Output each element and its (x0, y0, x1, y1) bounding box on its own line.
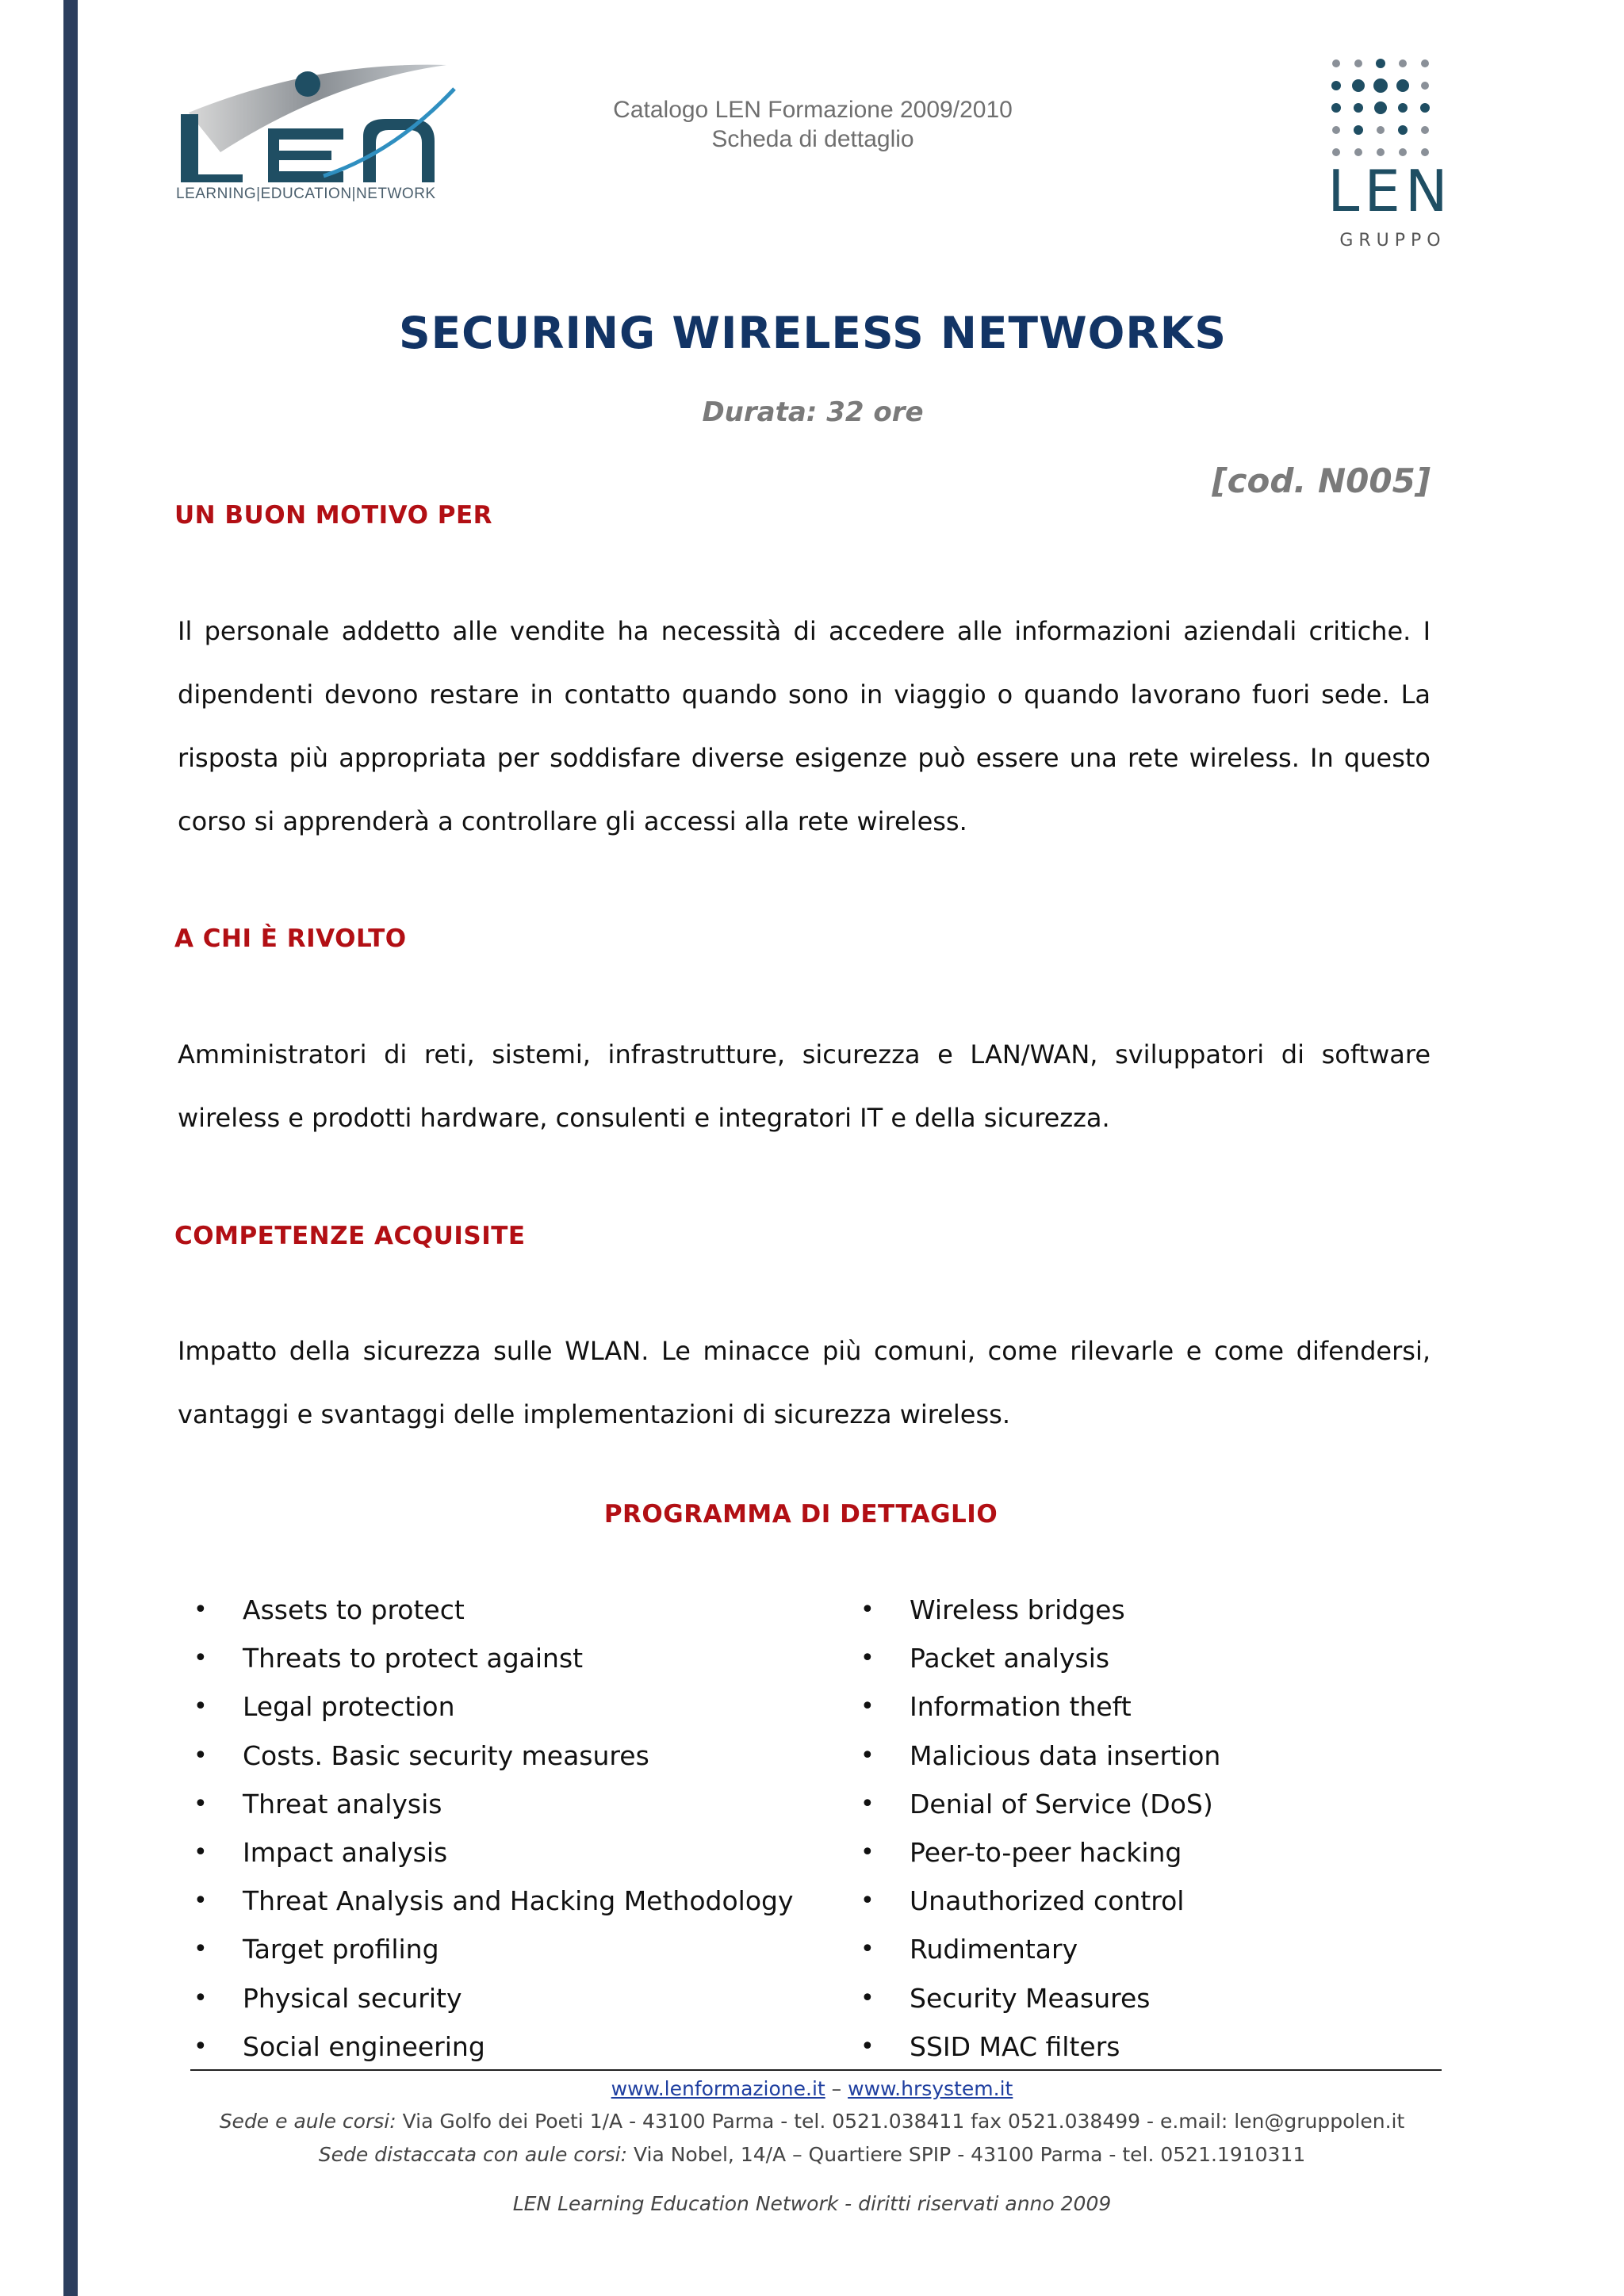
program-item (178, 1732, 794, 1780)
footer-sede-label: Sede e aule corsi: (219, 2110, 396, 2133)
program-item (178, 1780, 794, 1828)
program-item (845, 1828, 1220, 1877)
bullet-icon: • (193, 1839, 208, 1867)
footer-distaccata-text: Via Nobel, 14/A – Quartiere SPIP - 43100 Parma - tel. 0521.1910311 (627, 2143, 1306, 2166)
program-item (845, 1877, 1220, 1925)
program-list-left (178, 1586, 794, 2071)
course-duration: Durata: 32 ore (702, 396, 924, 428)
course-title: SECURING WIRELESS NETWORKS (398, 308, 1228, 358)
program-item (178, 1682, 794, 1731)
bullet-icon: • (193, 1935, 208, 1964)
catalog-title: Catalogo LEN Formazione 2009/2010 (613, 97, 1013, 123)
bullet-icon: • (193, 1596, 208, 1624)
program-item-label: Wireless bridges (910, 1594, 1125, 1625)
bullet-icon: • (860, 1935, 875, 1964)
bullet-icon: • (193, 1693, 208, 1721)
program-item-label: Physical security (243, 1982, 462, 2014)
bullet-icon: • (860, 1984, 875, 2012)
footer-divider (190, 2069, 1442, 2071)
program-item-label: Costs. Basic security measures (243, 1739, 649, 1771)
program-heading: PROGRAMMA DI DETTAGLIO (603, 1500, 998, 1529)
program-item (845, 1634, 1220, 1682)
footer-rights (0, 2192, 1624, 2215)
footer-sede-distaccata (0, 2143, 1624, 2166)
footer-rights-text: LEN Learning Education Network - diritti riservati anno 2009 (512, 2192, 1112, 2215)
footer-link-hrsystem[interactable]: www.hrsystem.it (848, 2077, 1013, 2100)
bullet-icon: • (193, 1789, 208, 1818)
program-item (178, 1828, 794, 1877)
program-item-label: Threats to protect against (243, 1643, 584, 1674)
program-item-label: Assets to protect (243, 1594, 465, 1625)
bullet-icon: • (860, 1839, 875, 1867)
program-item-label: Packet analysis (910, 1643, 1110, 1674)
program-item-label: SSID MAC filters (910, 2030, 1120, 2062)
bullet-icon: • (860, 1596, 875, 1624)
program-item (845, 1732, 1220, 1780)
left-margin-bar (63, 0, 78, 2296)
program-item-label: Malicious data insertion (910, 1739, 1221, 1771)
program-item (845, 1974, 1220, 2022)
bullet-icon: • (860, 1644, 875, 1673)
program-item (845, 2022, 1220, 2071)
program-item (178, 1974, 794, 2022)
bullet-icon: • (860, 1789, 875, 1818)
program-item-label: Impact analysis (243, 1837, 448, 1869)
program-item (845, 1780, 1220, 1828)
bullet-icon: • (193, 1741, 208, 1770)
program-item (845, 1586, 1220, 1634)
bullet-icon: • (193, 1984, 208, 2012)
footer-sede-text: Via Golfo dei Poeti 1/A - 43100 Parma - tel. 0521.038411 fax 0521.038499 - e.mail: len@gruppolen.it (396, 2110, 1405, 2133)
program-item-label: Peer-to-peer hacking (910, 1837, 1182, 1869)
program-item (845, 1925, 1220, 1973)
program-item (178, 1586, 794, 1634)
section-heading-rivolto: A CHI È RIVOLTO (174, 924, 407, 953)
footer-distaccata-label: Sede distaccata con aule corsi: (318, 2143, 628, 2166)
program-item (845, 1682, 1220, 1731)
catalog-subtitle: Scheda di dettaglio (711, 126, 914, 152)
logo-right-word: LEN (1327, 158, 1453, 224)
footer-links (0, 2077, 1624, 2100)
footer-link-lenformazione[interactable]: www.lenformazione.it (611, 2077, 825, 2100)
program-item (178, 1877, 794, 1925)
program-item (178, 2022, 794, 2071)
section-text-motivo: Il personale addetto alle vendite ha necessità di accedere alle informazioni aziendali critiche. I dipendenti devono restare in contatto quando sono in viaggio o quando lavorano fuori sede. La risposta più appropriata per soddisfare diverse esigenze può essere una rete wireless. In questo corso si apprenderà a controllare gli accessi alla rete wireless. (178, 616, 1431, 836)
program-item-label: Target profiling (243, 1934, 439, 1965)
course-code: [cod. N005] (1212, 461, 1431, 500)
footer-link-separator: – (831, 2077, 842, 2100)
program-item (178, 1925, 794, 1973)
program-item (178, 1634, 794, 1682)
program-item-label: Threat Analysis and Hacking Methodology (243, 1885, 794, 1917)
footer-sede (0, 2110, 1624, 2133)
bullet-icon: • (193, 2032, 208, 2061)
bullet-icon: • (860, 1741, 875, 1770)
section-text-rivolto: Amministratori di reti, sistemi, infrastrutture, sicurezza e LAN/WAN, sviluppatori di software wireless e prodotti hardware, consulenti e integratori IT e della sicurezza. (178, 1039, 1431, 1133)
program-item-label: Rudimentary (910, 1934, 1078, 1965)
bullet-icon: • (193, 1887, 208, 1915)
section-heading-motivo: UN BUON MOTIVO PER (174, 501, 493, 530)
program-item-label: Security Measures (910, 1982, 1151, 2014)
program-item-label: Denial of Service (DoS) (910, 1788, 1213, 1820)
section-heading-competenze: COMPETENZE ACQUISITE (174, 1222, 526, 1250)
program-item-label: Social engineering (243, 2030, 485, 2062)
program-item-label: Unauthorized control (910, 1885, 1185, 1917)
program-item-label: Information theft (910, 1691, 1132, 1723)
section-text-competenze: Impatto della sicurezza sulle WLAN. Le minacce più comuni, come rilevarle e come difendersi, vantaggi e svantaggi delle implementazioni di sicurezza wireless. (178, 1336, 1431, 1429)
program-item-label: Threat analysis (243, 1788, 442, 1820)
bullet-icon: • (860, 1887, 875, 1915)
bullet-icon: • (860, 1693, 875, 1721)
catalog-header (555, 95, 1071, 154)
logo-right-sub: G R U P P O (1339, 231, 1441, 251)
bullet-icon: • (860, 2032, 875, 2061)
len-gruppo-logo (1297, 52, 1479, 258)
program-item-label: Legal protection (243, 1691, 455, 1723)
bullet-icon: • (193, 1644, 208, 1673)
logo-left-tagline: LEARNING|EDUCATION|NETWORK (176, 186, 436, 202)
program-list-right (845, 1586, 1220, 2071)
